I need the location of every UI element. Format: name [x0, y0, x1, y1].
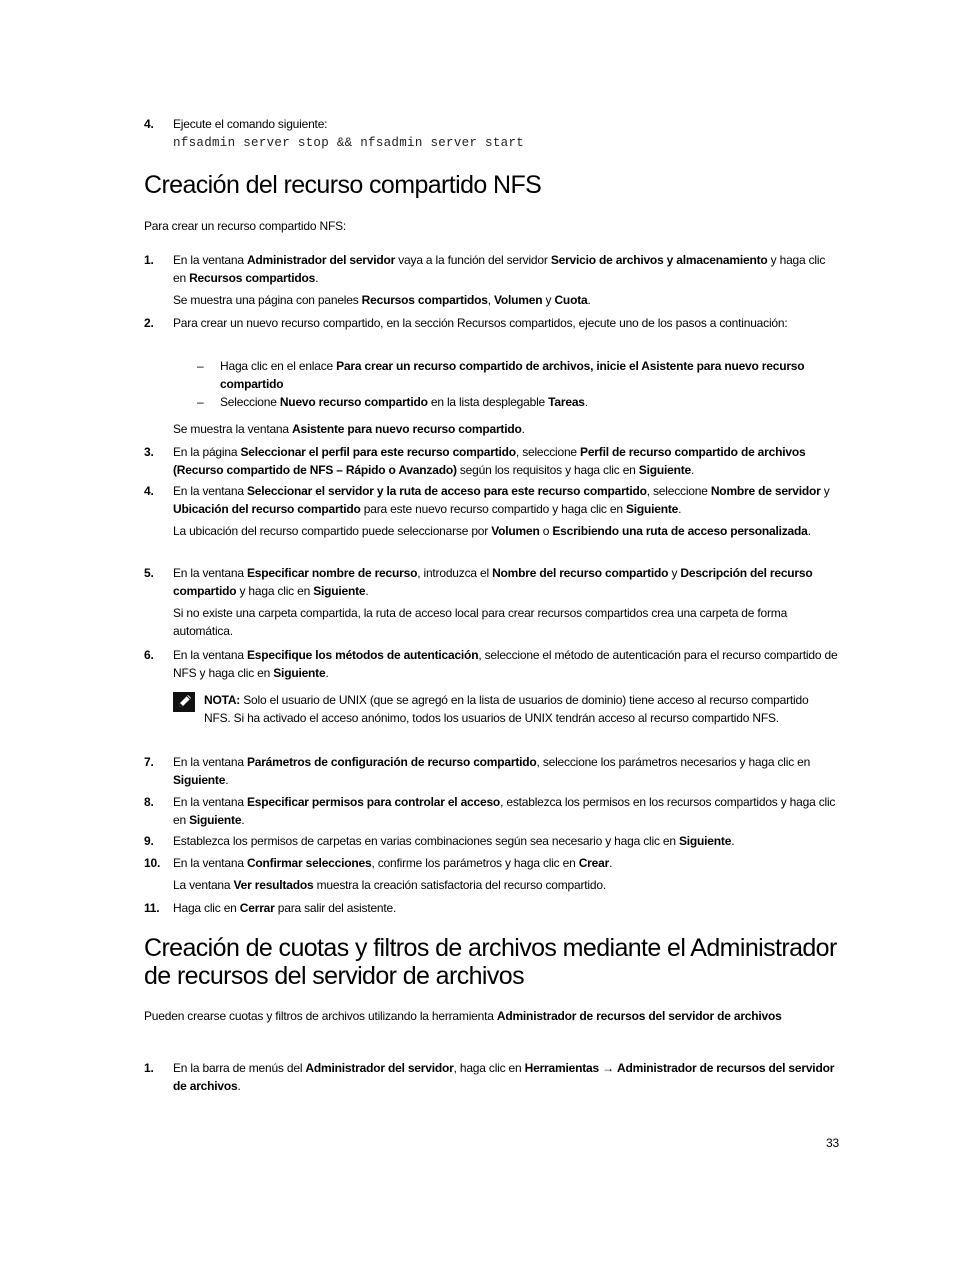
section-intro: Para crear un recurso compartido NFS:: [144, 219, 347, 233]
page-number: 33: [826, 1136, 839, 1150]
note-label: NOTA:: [204, 693, 241, 707]
step-4: 4. En la ventana Seleccionar el servidor y la ruta de acceso para este recurso compartido, seleccione Nombre de servidor y Ubicación del recurso compartido para este nuevo recurso compartido y haga clic en Siguiente. La ubicación del recurso compartido puede seleccionarse por Volumen o Escribiendo una ruta de acceso personalizada.: [144, 484, 830, 538]
step-text: En la ventana Administrador del servidor vaya a la función del servidor Servicio de archivos y almacenamiento y haga clic en Recursos compartidos.: [173, 253, 826, 285]
code-command: nfsadmin server stop && nfsadmin server start: [173, 136, 525, 150]
step-number: 6.: [144, 648, 154, 662]
step-number: 4.: [144, 117, 154, 131]
step-1: [144, 251, 838, 309]
link-new-share-wizard: Para crear un recurso compartido de archivos, inicie el Asistente para nuevo recurso compartido: [220, 359, 805, 391]
option-link: – Haga clic en el enlace Para crear un recurso compartido de archivos, inicie el Asistente para nuevo recurso compartido: [197, 359, 805, 391]
step-10: 10. En la ventana Confirmar selecciones, confirme los parámetros y haga clic en Crear. La ventana Ver resultados muestra la creación satisfactoria del recurso compartido.: [144, 856, 613, 892]
step-11: 11. Haga clic en Cerrar para salir del asistente.: [144, 901, 397, 915]
step-number: 5.: [144, 566, 154, 580]
step-number: 10.: [144, 856, 161, 870]
step-6: 6. En la ventana Especifique los métodos de autenticación, seleccione el método de autenticación para el recurso compartido de NFS y haga clic en Siguiente.: [144, 648, 838, 680]
step-5: 5. En la ventana Especificar nombre de recurso, introduzca el Nombre del recurso compartido y Descripción del recurso compartido y haga clic en Siguiente. Si no existe una carpeta compartida, la ruta de acceso local para crear recursos compartidos crea una carpeta de forma automática.: [144, 566, 813, 638]
option-tasks: – Seleccione Nuevo recurso compartido en la lista desplegable Tareas.: [197, 395, 588, 409]
step-number: 2.: [144, 316, 154, 330]
step-number: 1.: [144, 1061, 154, 1075]
step-9: 9. Establezca los permisos de carpetas en varias combinaciones según sea necesario y haga clic en Siguiente.: [144, 834, 735, 848]
step-3: 3. En la página Seleccionar el perfil para este recurso compartido, seleccione Perfil de recurso compartido de archivos (Recurso compartido de NFS – Rápido o Avanzado) según los requisitos y haga clic en Siguiente.: [144, 445, 806, 477]
step-number: 1.: [144, 253, 154, 267]
step-8: 8. En la ventana Especificar permisos para controlar el acceso, establezca los permisos en los recursos compartidos y haga clic en Siguiente.: [144, 795, 836, 827]
step-text: Ejecute el comando siguiente:: [173, 117, 328, 131]
section-title-quotas: Creación de cuotas y filtros de archivos mediante el Administrador de recursos del servidor de archivos: [144, 934, 837, 990]
step-subtext: Se muestra una página con paneles Recursos compartidos, Volumen y Cuota.: [173, 293, 591, 307]
step-number: 8.: [144, 795, 154, 809]
section-title-nfs: Creación del recurso compartido NFS: [144, 171, 542, 199]
step-2: [144, 314, 838, 332]
step-text: Para crear un nuevo recurso compartido, en la sección Recursos compartidos, ejecute uno de los pasos a continuación:: [173, 316, 788, 330]
pencil-note-icon: [173, 692, 195, 712]
note-text: Solo el usuario de UNIX (que se agregó en la lista de usuarios de dominio) tiene acceso al recurso compartido NFS. Si ha activado el acceso anónimo, todos los usuarios de UNIX tendrán acceso al recurso compartido NFS.: [204, 693, 809, 725]
step-7: 7. En la ventana Parámetros de configuración de recurso compartido, seleccione los parámetros necesarios y haga clic en Siguiente.: [144, 755, 811, 787]
step-number: 11.: [144, 901, 160, 915]
step-4-command: [144, 115, 838, 133]
step-number: 7.: [144, 755, 154, 769]
section2-step-1: 1. En la barra de menús del Administrador del servidor, haga clic en Herramientas → Administrador de recursos del servidor de archivos.: [144, 1061, 835, 1093]
step-number: 4.: [144, 484, 154, 498]
step-number: 9.: [144, 834, 154, 848]
section-intro: Pueden crearse cuotas y filtros de archivos utilizando la herramienta Administrador de recursos del servidor de archivos: [144, 1009, 782, 1023]
note-block: [173, 691, 838, 727]
step-2-result: Se muestra la ventana Asistente para nuevo recurso compartido.: [173, 422, 525, 436]
step-number: 3.: [144, 445, 154, 459]
